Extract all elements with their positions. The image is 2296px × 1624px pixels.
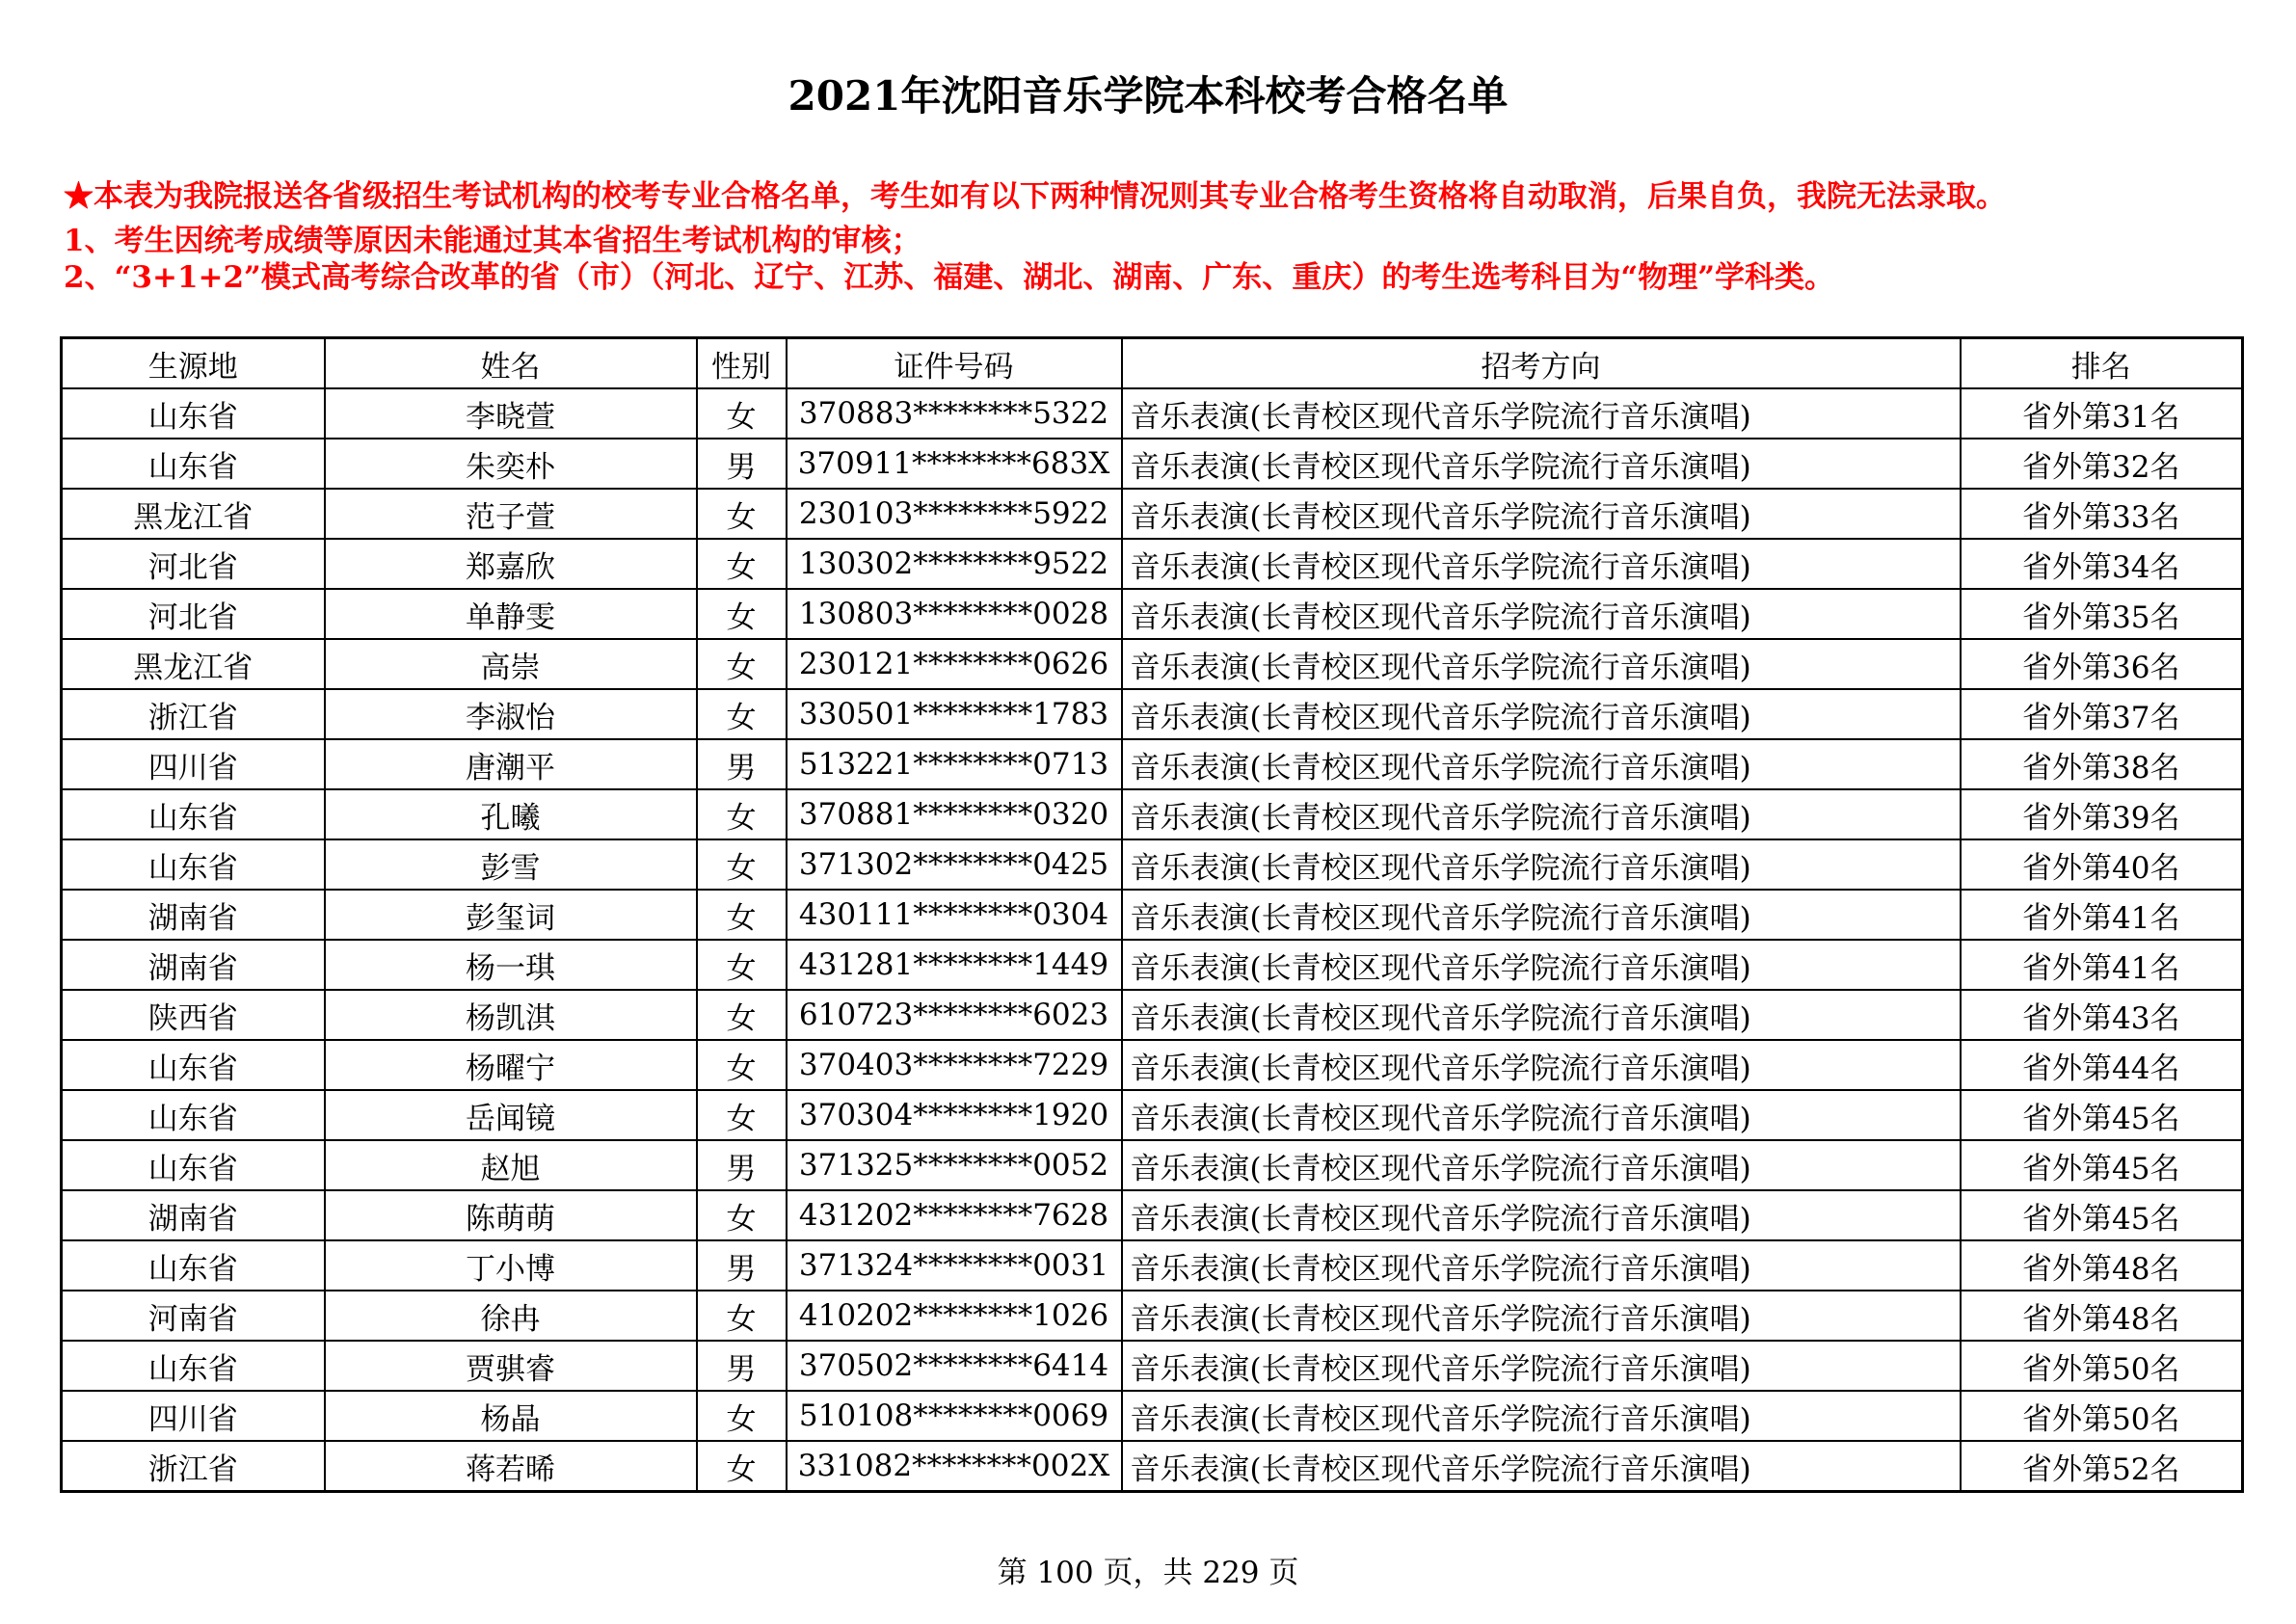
cell-id-number: 330501********1783 xyxy=(787,689,1122,739)
qualified-list-table xyxy=(60,336,2244,1493)
cell-rank: 省外第43名 xyxy=(1961,990,2243,1040)
cell-rank: 省外第45名 xyxy=(1961,1140,2243,1190)
cell-direction: 音乐表演(长青校区现代音乐学院流行音乐演唱) xyxy=(1122,1441,1961,1492)
cell-name: 范子萱 xyxy=(325,489,697,539)
cell-gender: 男 xyxy=(697,1240,787,1291)
cell-id-number: 430111********0304 xyxy=(787,890,1122,940)
notice-line-2: 2、“3+1+2”模式高考综合改革的省（市）（河北、辽宁、江苏、福建、湖北、湖南、广东、重庆）的考生选考科目为“物理”学科类。 xyxy=(64,260,1835,295)
cell-gender: 女 xyxy=(697,1040,787,1090)
cell-origin: 河南省 xyxy=(62,1291,325,1341)
cell-gender: 男 xyxy=(697,739,787,789)
cell-rank: 省外第45名 xyxy=(1961,1190,2243,1240)
cell-id-number: 370502********6414 xyxy=(787,1341,1122,1391)
cell-id-number: 510108********0069 xyxy=(787,1391,1122,1441)
cell-direction: 音乐表演(长青校区现代音乐学院流行音乐演唱) xyxy=(1122,489,1961,539)
cell-id-number: 130803********0028 xyxy=(787,589,1122,639)
page-title: 2021年沈阳音乐学院本科校考合格名单 xyxy=(788,72,1508,120)
cell-direction: 音乐表演(长青校区现代音乐学院流行音乐演唱) xyxy=(1122,789,1961,839)
cell-gender: 男 xyxy=(697,439,787,489)
cell-origin: 河北省 xyxy=(62,589,325,639)
cell-gender: 女 xyxy=(697,639,787,689)
cell-name: 杨晶 xyxy=(325,1391,697,1441)
cell-origin: 山东省 xyxy=(62,839,325,890)
cell-gender: 女 xyxy=(697,1391,787,1441)
cell-gender: 女 xyxy=(697,539,787,589)
cell-name: 彭雪 xyxy=(325,839,697,890)
cell-rank: 省外第39名 xyxy=(1961,789,2243,839)
cell-id-number: 371324********0031 xyxy=(787,1240,1122,1291)
cell-rank: 省外第31名 xyxy=(1961,388,2243,439)
header-id-number: 证件号码 xyxy=(787,338,1122,389)
cell-rank: 省外第50名 xyxy=(1961,1391,2243,1441)
cell-id-number: 331082********002X xyxy=(787,1441,1122,1492)
cell-direction: 音乐表演(长青校区现代音乐学院流行音乐演唱) xyxy=(1122,539,1961,589)
cell-name: 孔曦 xyxy=(325,789,697,839)
cell-gender: 女 xyxy=(697,1190,787,1240)
cell-id-number: 431281********1449 xyxy=(787,940,1122,990)
cell-origin: 四川省 xyxy=(62,739,325,789)
cell-id-number: 370881********0320 xyxy=(787,789,1122,839)
cell-id-number: 431202********7628 xyxy=(787,1190,1122,1240)
cell-id-number: 370304********1920 xyxy=(787,1090,1122,1140)
table-row xyxy=(62,1240,2243,1291)
cell-rank: 省外第52名 xyxy=(1961,1441,2243,1492)
header-name: 姓名 xyxy=(325,338,697,389)
cell-gender: 女 xyxy=(697,940,787,990)
cell-direction: 音乐表演(长青校区现代音乐学院流行音乐演唱) xyxy=(1122,1190,1961,1240)
cell-direction: 音乐表演(长青校区现代音乐学院流行音乐演唱) xyxy=(1122,839,1961,890)
cell-origin: 山东省 xyxy=(62,1140,325,1190)
cell-gender: 男 xyxy=(697,1341,787,1391)
cell-origin: 山东省 xyxy=(62,1040,325,1090)
cell-rank: 省外第48名 xyxy=(1961,1291,2243,1341)
cell-rank: 省外第48名 xyxy=(1961,1240,2243,1291)
cell-origin: 山东省 xyxy=(62,439,325,489)
cell-direction: 音乐表演(长青校区现代音乐学院流行音乐演唱) xyxy=(1122,589,1961,639)
cell-gender: 男 xyxy=(697,1140,787,1190)
cell-origin: 河北省 xyxy=(62,539,325,589)
cell-rank: 省外第41名 xyxy=(1961,890,2243,940)
cell-name: 贾骐睿 xyxy=(325,1341,697,1391)
cell-name: 杨一琪 xyxy=(325,940,697,990)
cell-direction: 音乐表演(长青校区现代音乐学院流行音乐演唱) xyxy=(1122,1140,1961,1190)
cell-gender: 女 xyxy=(697,489,787,539)
cell-id-number: 610723********6023 xyxy=(787,990,1122,1040)
cell-name: 陈萌萌 xyxy=(325,1190,697,1240)
cell-direction: 音乐表演(长青校区现代音乐学院流行音乐演唱) xyxy=(1122,890,1961,940)
header-gender: 性别 xyxy=(697,338,787,389)
table-row xyxy=(62,1040,2243,1090)
cell-rank: 省外第35名 xyxy=(1961,589,2243,639)
cell-origin: 陕西省 xyxy=(62,990,325,1040)
cell-name: 杨凯淇 xyxy=(325,990,697,1040)
table-row xyxy=(62,990,2243,1040)
cell-gender: 女 xyxy=(697,1090,787,1140)
table-row xyxy=(62,1341,2243,1391)
cell-origin: 湖南省 xyxy=(62,890,325,940)
cell-gender: 女 xyxy=(697,839,787,890)
cell-name: 高崇 xyxy=(325,639,697,689)
table-row xyxy=(62,689,2243,739)
cell-rank: 省外第44名 xyxy=(1961,1040,2243,1090)
cell-id-number: 370883********5322 xyxy=(787,388,1122,439)
cell-gender: 女 xyxy=(697,890,787,940)
cell-id-number: 130302********9522 xyxy=(787,539,1122,589)
cell-rank: 省外第34名 xyxy=(1961,539,2243,589)
cell-origin: 黑龙江省 xyxy=(62,489,325,539)
cell-direction: 音乐表演(长青校区现代音乐学院流行音乐演唱) xyxy=(1122,388,1961,439)
cell-gender: 女 xyxy=(697,789,787,839)
cell-rank: 省外第37名 xyxy=(1961,689,2243,739)
cell-origin: 浙江省 xyxy=(62,1441,325,1492)
table-row xyxy=(62,539,2243,589)
cell-gender: 女 xyxy=(697,1441,787,1492)
cell-id-number: 230121********0626 xyxy=(787,639,1122,689)
table-row xyxy=(62,1190,2243,1240)
cell-rank: 省外第33名 xyxy=(1961,489,2243,539)
table-row xyxy=(62,639,2243,689)
cell-direction: 音乐表演(长青校区现代音乐学院流行音乐演唱) xyxy=(1122,739,1961,789)
table-row xyxy=(62,789,2243,839)
table-header-row xyxy=(62,338,2243,389)
table-row xyxy=(62,1090,2243,1140)
cell-name: 彭玺词 xyxy=(325,890,697,940)
cell-id-number: 230103********5922 xyxy=(787,489,1122,539)
cell-direction: 音乐表演(长青校区现代音乐学院流行音乐演唱) xyxy=(1122,1341,1961,1391)
table-row xyxy=(62,839,2243,890)
cell-id-number: 370911********683X xyxy=(787,439,1122,489)
header-origin: 生源地 xyxy=(62,338,325,389)
cell-name: 赵旭 xyxy=(325,1140,697,1190)
cell-name: 蒋若晞 xyxy=(325,1441,697,1492)
table-row xyxy=(62,1391,2243,1441)
cell-origin: 山东省 xyxy=(62,1240,325,1291)
cell-origin: 黑龙江省 xyxy=(62,639,325,689)
cell-name: 徐冉 xyxy=(325,1291,697,1341)
cell-id-number: 513221********0713 xyxy=(787,739,1122,789)
cell-rank: 省外第36名 xyxy=(1961,639,2243,689)
cell-rank: 省外第45名 xyxy=(1961,1090,2243,1140)
cell-name: 朱奕朴 xyxy=(325,439,697,489)
cell-gender: 女 xyxy=(697,1291,787,1341)
table-row xyxy=(62,1140,2243,1190)
cell-rank: 省外第41名 xyxy=(1961,940,2243,990)
cell-direction: 音乐表演(长青校区现代音乐学院流行音乐演唱) xyxy=(1122,1291,1961,1341)
cell-name: 岳闻镜 xyxy=(325,1090,697,1140)
cell-id-number: 370403********7229 xyxy=(787,1040,1122,1090)
cell-name: 单静雯 xyxy=(325,589,697,639)
cell-direction: 音乐表演(长青校区现代音乐学院流行音乐演唱) xyxy=(1122,1391,1961,1441)
cell-direction: 音乐表演(长青校区现代音乐学院流行音乐演唱) xyxy=(1122,439,1961,489)
notice-line-main: ★本表为我院报送各省级招生考试机构的校考专业合格名单，考生如有以下两种情况则其专业合格考生资格将自动取消，后果自负，我院无法录取。 xyxy=(64,179,2006,214)
table-row xyxy=(62,890,2243,940)
header-rank: 排名 xyxy=(1961,338,2243,389)
cell-direction: 音乐表演(长青校区现代音乐学院流行音乐演唱) xyxy=(1122,990,1961,1040)
cell-id-number: 371325********0052 xyxy=(787,1140,1122,1190)
cell-direction: 音乐表演(长青校区现代音乐学院流行音乐演唱) xyxy=(1122,639,1961,689)
cell-origin: 山东省 xyxy=(62,1341,325,1391)
cell-rank: 省外第40名 xyxy=(1961,839,2243,890)
table-row xyxy=(62,589,2243,639)
cell-direction: 音乐表演(长青校区现代音乐学院流行音乐演唱) xyxy=(1122,689,1961,739)
cell-id-number: 410202********1026 xyxy=(787,1291,1122,1341)
table-row xyxy=(62,739,2243,789)
cell-gender: 女 xyxy=(697,589,787,639)
cell-direction: 音乐表演(长青校区现代音乐学院流行音乐演唱) xyxy=(1122,1040,1961,1090)
cell-gender: 女 xyxy=(697,388,787,439)
cell-direction: 音乐表演(长青校区现代音乐学院流行音乐演唱) xyxy=(1122,940,1961,990)
cell-id-number: 371302********0425 xyxy=(787,839,1122,890)
cell-name: 唐潮平 xyxy=(325,739,697,789)
header-direction: 招考方向 xyxy=(1122,338,1961,389)
cell-gender: 女 xyxy=(697,689,787,739)
table-row xyxy=(62,388,2243,439)
cell-origin: 浙江省 xyxy=(62,689,325,739)
table-row xyxy=(62,940,2243,990)
cell-direction: 音乐表演(长青校区现代音乐学院流行音乐演唱) xyxy=(1122,1240,1961,1291)
cell-origin: 湖南省 xyxy=(62,1190,325,1240)
cell-origin: 湖南省 xyxy=(62,940,325,990)
cell-origin: 山东省 xyxy=(62,789,325,839)
table-row xyxy=(62,1291,2243,1341)
page-footer: 第 100 页，共 229 页 xyxy=(997,1556,1299,1590)
notice-line-1: 1、考生因统考成绩等原因未能通过其本省招生考试机构的审核； xyxy=(64,224,921,258)
cell-name: 李晓萱 xyxy=(325,388,697,439)
cell-name: 李淑怡 xyxy=(325,689,697,739)
cell-rank: 省外第38名 xyxy=(1961,739,2243,789)
cell-name: 郑嘉欣 xyxy=(325,539,697,589)
table-row xyxy=(62,439,2243,489)
cell-name: 丁小博 xyxy=(325,1240,697,1291)
table-row xyxy=(62,489,2243,539)
cell-origin: 山东省 xyxy=(62,1090,325,1140)
cell-origin: 四川省 xyxy=(62,1391,325,1441)
cell-origin: 山东省 xyxy=(62,388,325,439)
cell-gender: 女 xyxy=(697,990,787,1040)
table-body xyxy=(62,388,2243,1492)
cell-rank: 省外第32名 xyxy=(1961,439,2243,489)
cell-rank: 省外第50名 xyxy=(1961,1341,2243,1391)
cell-direction: 音乐表演(长青校区现代音乐学院流行音乐演唱) xyxy=(1122,1090,1961,1140)
table-row xyxy=(62,1441,2243,1492)
cell-name: 杨曜宁 xyxy=(325,1040,697,1090)
